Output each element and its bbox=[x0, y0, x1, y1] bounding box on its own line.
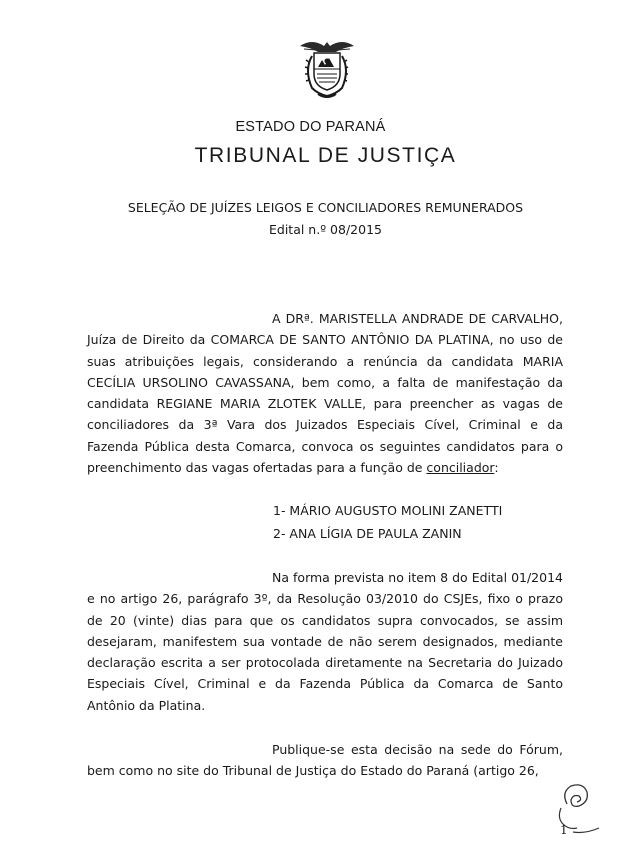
convocation-paragraph bbox=[87, 308, 563, 478]
convocation-text: A DRª. MARISTELLA ANDRADE DE CARVALHO, Juíza de Direito da COMARCA DE SANTO ANTÔNIO DA PLATINA, no uso de suas atribuições legais, considerando a renúncia da candidata MARIA CECÍLIA URSOLINO CAVASSANA, bem como, a falta de manifestação da candidata REGIANE MARIA ZLOTEK VALLE, para preencher as vagas de conciliadores da 3ª Vara dos Juizados Especiais Cível, Criminal e da Fazenda Pública desta Comarca, convoca os seguintes candidatos para o preenchimento das vagas ofertadas para a função de bbox=[87, 311, 563, 476]
candidate-item: 1- MÁRIO AUGUSTO MOLINI ZANETTI bbox=[273, 503, 503, 518]
publication-text: Publique-se esta decisão na sede do Fórum, bem como no site do Tribunal de Justiça do Estado do Paraná (artigo 26, bbox=[87, 742, 563, 779]
convocation-end: : bbox=[494, 460, 499, 476]
parana-coat-of-arms-icon bbox=[296, 36, 358, 102]
candidate-item: 2- ANA LÍGIA DE PAULA ZANIN bbox=[273, 526, 462, 541]
edital-number: Edital n.º 08/2015 bbox=[268, 222, 382, 237]
deadline-paragraph bbox=[87, 567, 563, 716]
publication-paragraph bbox=[87, 739, 563, 782]
selection-subtitle: SELEÇÃO DE JUÍZES LEIGOS E CONCILIADORES REMUNERADOS bbox=[127, 200, 524, 215]
conciliador-term: conciliador bbox=[426, 460, 495, 476]
deadline-text: Na forma prevista no item 8 do Edital 01/2014 e no artigo 26, parágrafo 3º, da Resolução 03/2010 do CSJEs, fixo o prazo de 20 (vinte) dias para que os candidatos supra convocados, se assim desejaram, manifestem sua vontade de não serem designados, mediante declaração escrita a ser protocolada diretamente na Secretaria do Juizado Especiais Cível, Criminal e da Fazenda Pública da Comarca de Santo Antônio da Platina. bbox=[87, 570, 563, 713]
page-number: 1 bbox=[560, 823, 568, 837]
court-title: TRIBUNAL DE JUSTIÇA bbox=[194, 144, 457, 167]
state-heading: ESTADO DO PARANÁ bbox=[235, 119, 386, 135]
